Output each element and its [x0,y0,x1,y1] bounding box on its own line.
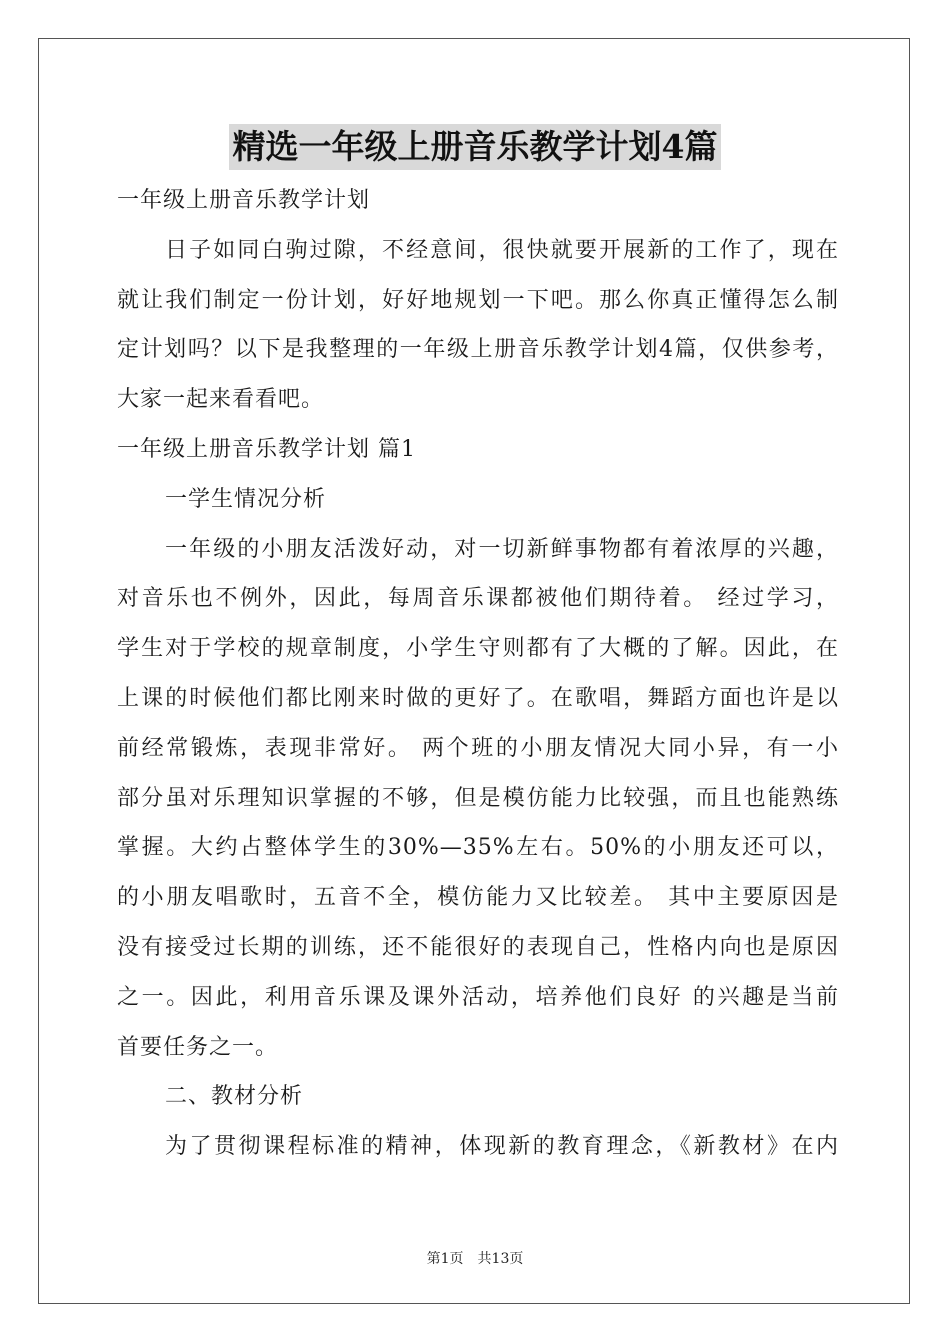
text-line: 上课的时候他们都比刚来时做的更好了。在歌唱，舞蹈方面也许是以 [117,685,839,711]
text-line: 一年级的小朋友活泼好动，对一切新鲜事物都有着浓厚的兴趣， [165,536,839,562]
text-line: 掌握。大约占整体学生的30%—35%左右。50%的小朋友还可以， [117,835,839,861]
page-footer [0,1248,950,1268]
text-line: 一年级上册音乐教学计划 篇1 [117,436,416,462]
text-line: 一年级上册音乐教学计划 [117,188,371,213]
text-line: 前经常锻炼，表现非常好。 两个班的小朋友情况大同小异，有一小 [117,735,839,761]
text-line: 部分虽对乐理知识掌握的不够，但是模仿能力比较强，而且也能熟练 [117,785,839,811]
text-line: 的小朋友唱歌时，五音不全，模仿能力又比较差。 其中主要原因是 [117,885,839,911]
text-line: 就让我们制定一份计划，好好地规划一下吧。那么你真正懂得怎么制 [117,287,839,313]
document-title: 精选一年级上册音乐教学计划4篇 [229,124,722,170]
text-line: 没有接受过长期的训练，还不能很好的表现自己，性格内向也是原因 [117,934,839,960]
page-total: 共13页 [477,1251,524,1267]
text-line: 学生对于学校的规章制度，小学生守则都有了大概的了解。因此，在 [117,636,839,662]
text-line: 定计划吗？以下是我整理的一年级上册音乐教学计划4篇，仅供参考， [117,337,839,363]
page-number: 第1页 [426,1251,464,1267]
text-line: 大家一起来看看吧。 [117,387,325,413]
text-line: 对音乐也不例外，因此，每周音乐课都被他们期待着。 经过学习， [117,586,839,612]
document-body [117,176,839,1172]
text-line: 日子如同白驹过隙，不经意间，很快就要开展新的工作了，现在 [165,237,839,263]
text-line: 为了贯彻课程标准的精神，体现新的教育理念，《新教材》在内 [165,1134,839,1160]
title-container [0,124,950,170]
text-line: 之一。因此，利用音乐课及课外活动，培养他们良好 的兴趣是当前 [117,984,839,1010]
text-line: 二、教材分析 [165,1084,304,1110]
text-line: 一学生情况分析 [165,486,327,512]
text-line: 首要任务之一。 [117,1034,279,1060]
